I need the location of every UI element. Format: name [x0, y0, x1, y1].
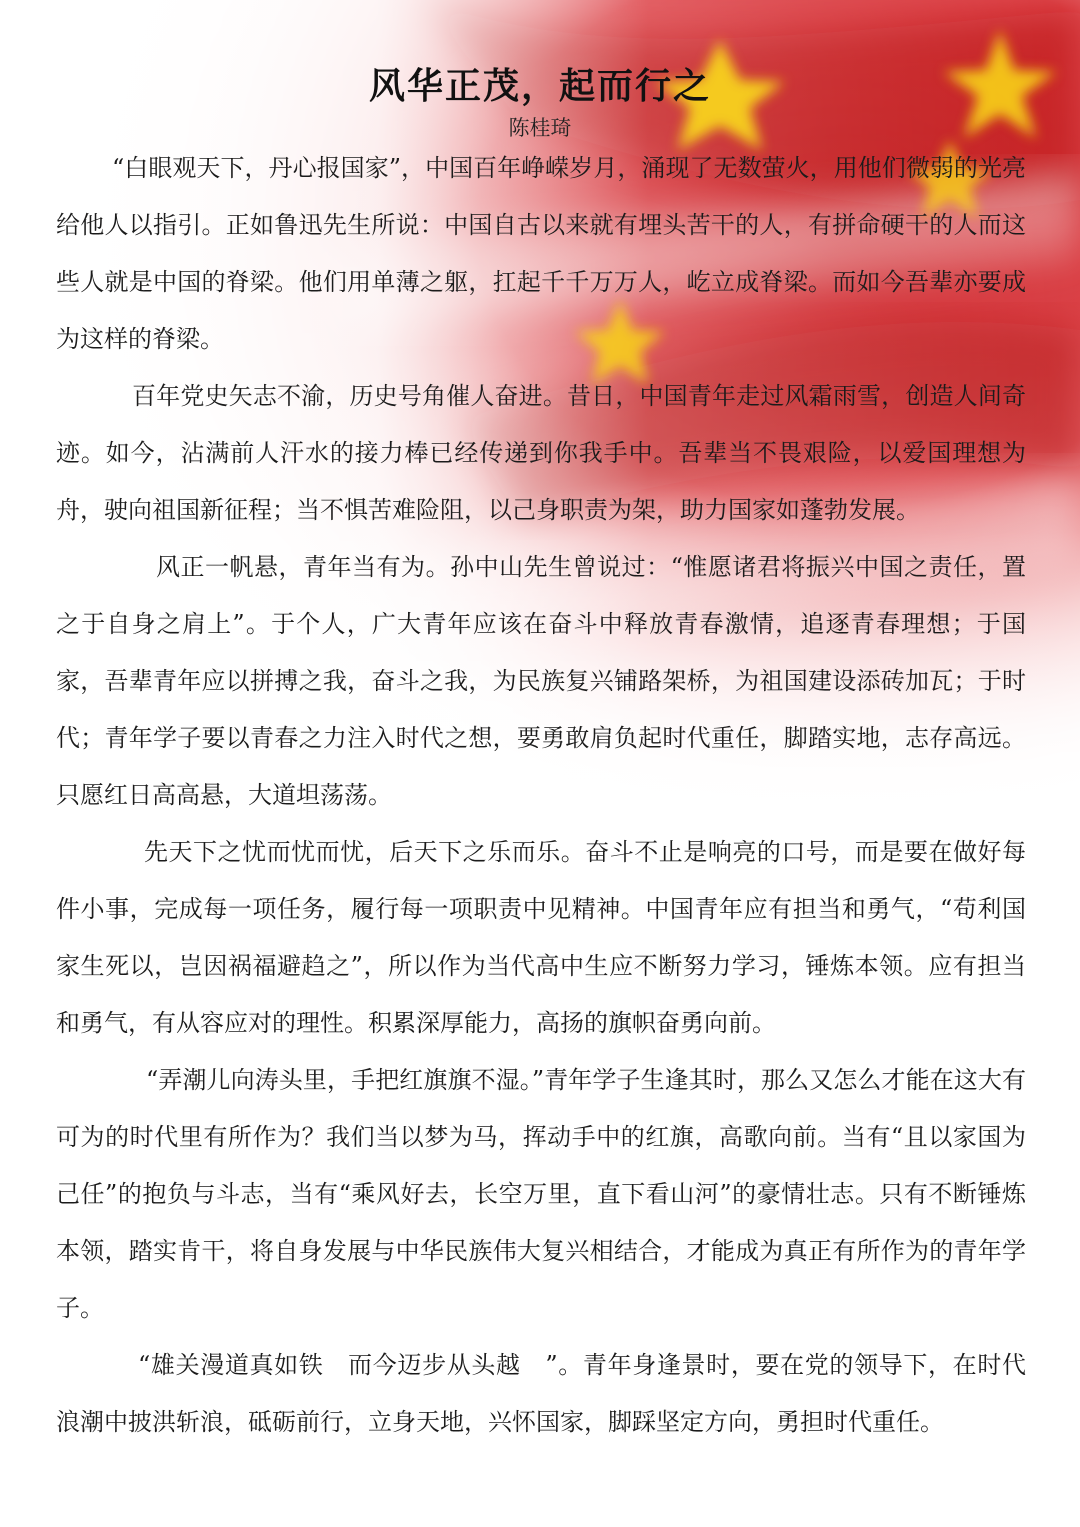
article-body	[56, 140, 1026, 1451]
paragraph-1: “白眼观天下，丹心报国家”，中国百年峥嵘岁月，涌现了无数萤火，用他们微弱的光亮给他人以指引。正如鲁迅先生所说：中国自古以来就有埋头苦干的人，有拼命硬干的人而这些人就是中国的脊梁。他们用单薄之躯，扛起千千万万人，屹立成脊梁。而如今吾辈亦要成为这样的脊梁。	[56, 154, 1026, 353]
paragraph-2: 百年党史矢志不渝，历史号角催人奋进。昔日，中国青年走过风霜雨雪，创造人间奇迹。如今，沾满前人汗水的接力棒已经传递到你我手中。吾辈当不畏艰险，以爱国理想为舟，驶向祖国新征程；当不惧苦难险阻，以己身职责为架，助力国家如蓬勃发展。	[56, 382, 1026, 524]
author-name: 陈桂琦	[508, 116, 572, 140]
paragraph-4: 先天下之忧而忧而忧，后天下之乐而乐。奋斗不止是响亮的口号，而是要在做好每件小事，完成每一项任务，履行每一项职责中见精神。中国青年应有担当和勇气，“苟利国家生死以，岂因祸福避趋之”，所以作为当代高中生应不断努力学习，锤炼本领。应有担当和勇气，有从容应对的理性。积累深厚能力，高扬的旗帜奋勇向前。	[56, 838, 1026, 1037]
paragraph-5: “弄潮儿向涛头里，手把红旗旗不湿。”青年学子生逢其时，那么又怎么才能在这大有可为的时代里有所作为？我们当以梦为马，挥动手中的红旗，高歌向前。当有“且以家国为己任”的抱负与斗志，当有“乘风好去，长空万里，直下看山河”的豪情壮志。只有不断锤炼本领，踏实肯干，将自身发展与中华民族伟大复兴相结合，才能成为真正有所作为的青年学子。	[56, 1066, 1026, 1322]
paragraph-3: 风正一帆悬，青年当有为。孙中山先生曾说过：“惟愿诸君将振兴中国之责任，置之于自身之肩上”。于个人，广大青年应该在奋斗中释放青春激情，追逐青春理想；于国家，吾辈青年应以拼搏之我，奋斗之我，为民族复兴铺路架桥，为祖国建设添砖加瓦；于时代；青年学子要以青春之力注入时代之想，要勇敢肩负起时代重任，脚踏实地，志存高远。只愿红日高高悬，大道坦荡荡。	[56, 553, 1026, 809]
page-title: 风华正茂，起而行之	[368, 65, 711, 107]
paragraph-6: “雄关漫道真如铁 而今迈步从头越 ”。青年身逢景时，要在党的领导下，在时代浪潮中披洪斩浪，砥砺前行，立身天地，兴怀国家，脚踩坚定方向，勇担时代重任。	[56, 1351, 1026, 1436]
